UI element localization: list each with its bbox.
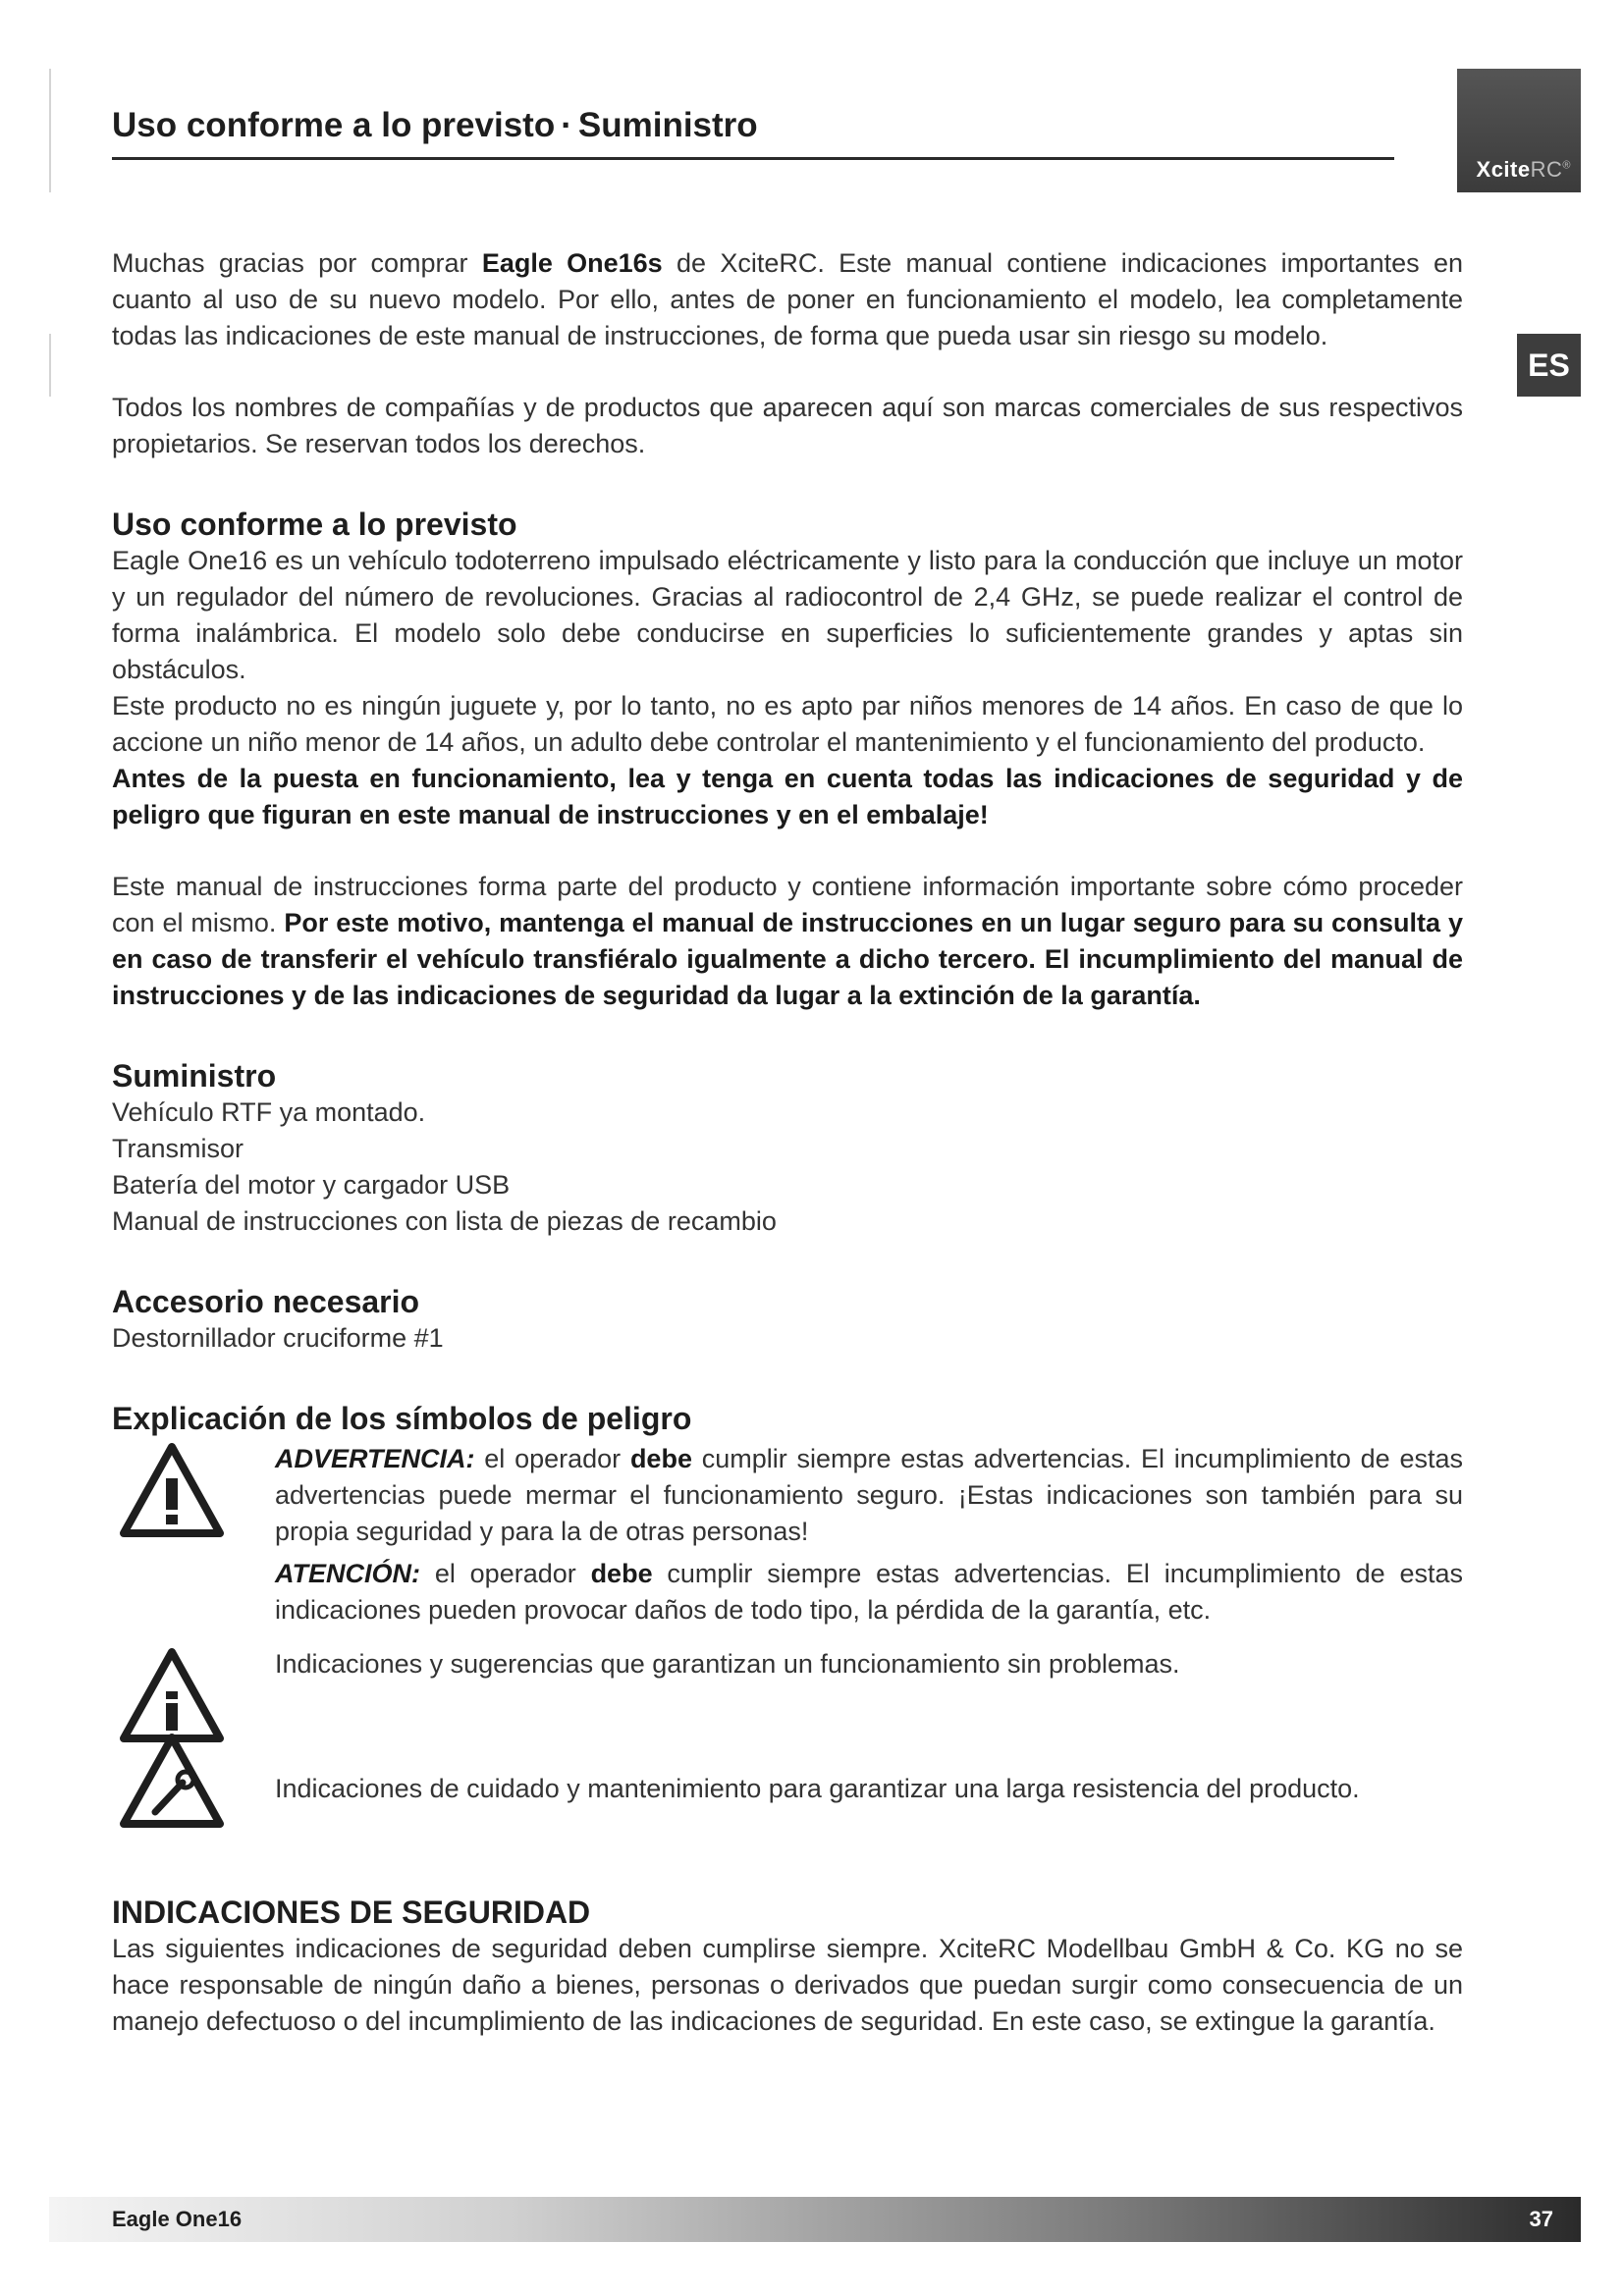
warning-text: el operador [474,1444,630,1473]
intro-text-cont: de XciteRC. Este manual contiene indicaciones importantes en cuanto al uso de su nuevo modelo. Por ello, antes de poner en funcionamiento el modelo, lea completamente todas las indicaciones de este manual de instrucciones, de forma que pueda usar sin riesgo su modelo. [112,248,1463,350]
warning-label: ADVERTENCIA: [275,1444,475,1473]
page-edge-line-mid [49,334,51,397]
main-content [112,245,1463,2040]
info-description: Indicaciones y sugerencias que garantizan un funcionamiento sin problemas. [275,1649,1180,1679]
brand-light: RC [1530,157,1563,182]
safety-paragraph: Las siguientes indicaciones de seguridad deben cumplirse siempre. XciteRC Modellbau GmbH & Co. KG no se hace responsable de ningún daño a bienes, personas o derivados que puedan surgir como consecuencia de un manejo defectuoso o del incumplimiento de las indicaciones de seguridad. En este caso, se extingue la garantía. [112,1934,1463,2036]
maintenance-description: Indicaciones de cuidado y mantenimiento para garantizar una larga resistencia del producto. [275,1774,1360,1803]
footer-bar [49,2197,1581,2242]
intended-use-heading: Uso conforme a lo previsto [112,507,517,542]
page-edge-line-top [49,69,51,192]
caution-text: el operador [420,1559,591,1588]
manual-paragraph [112,869,1463,1014]
brand-bold: Xcite [1476,157,1531,182]
warning-must: debe [629,1444,692,1473]
supply-item: Vehículo RTF ya montado. [112,1097,426,1127]
page-title-part2: Suministro [577,106,758,144]
supply-heading: Suministro [112,1058,277,1094]
footer-product-name: Eagle One16 [112,2207,243,2231]
page-number: 37 [1529,2207,1553,2231]
intended-use-warning: Antes de la puesta en funcionamiento, lea y tenga en cuenta todas las indicaciones de seguridad y de peligro que figuran en este manual de instrucciones y en el embalaje! [112,764,1463,829]
brand-registered-mark: ® [1562,159,1571,172]
caution-must: debe [590,1559,653,1588]
manual-text: Este manual de instrucciones forma parte del producto y contiene información importante sobre cómo proceder con el mismo. [112,872,1463,937]
supply-item: Manual de instrucciones con lista de piezas de recambio [112,1206,777,1236]
safety-heading: INDICACIONES DE SEGURIDAD [112,1895,591,1930]
caution-label: ATENCIÓN: [275,1559,420,1588]
maintenance-wrench-icon [118,1732,228,1835]
accessory-heading: Accesorio necesario [112,1284,420,1319]
manual-text-bold: Por este motivo, mantenga el manual de instrucciones en un lugar seguro para su consulta y en caso de transferir el vehículo transfiéralo igualmente a dicho tercero. El incumplimiento del manual de instrucciones y de las indicaciones de seguridad da lugar a la extinción de la garantía. [112,908,1463,1010]
intro-text: Muchas gracias por comprar [112,248,482,278]
warning-exclamation-icon [118,1441,228,1544]
accessory-item: Destornillador cruciforme #1 [112,1323,444,1353]
intro-paragraph-1 [112,245,1463,354]
language-tab: ES [1517,334,1581,397]
symbols-heading: Explicación de los símbolos de peligro [112,1401,692,1436]
caution-text-cont: cumplir siempre estas advertencias. El incumplimiento de estas indicaciones pueden provocar daños de todo tipo, la pérdida de la garantía, etc. [275,1559,1463,1625]
brand-logo [1457,69,1581,192]
intended-use-paragraph-2: Este producto no es ningún juguete y, por lo tanto, no es apto par niños menores de 14 años. En caso de que lo accione un niño menor de 14 años, un adulto debe controlar el mantenimiento y el funcionamiento del producto. [112,691,1463,757]
product-name: Eagle One16s [481,248,663,278]
symbol-warning-row [112,1441,1463,1629]
warning-text-cont: cumplir siempre estas advertencias. El incumplimiento de estas advertencias puede mermar el funcionamiento seguro. ¡Estas indicaciones son también para su propia seguridad y para la de otras personas! [275,1444,1463,1546]
warning-description [275,1441,1463,1550]
header-rule [112,157,1394,160]
intended-use-paragraph-1: Eagle One16 es un vehículo todoterreno impulsado eléctricamente y listo para la conducción que incluye un motor y un regulador del número de revoluciones. Gracias al radiocontrol de 2,4 GHz, se puede realizar el control de forma inalámbrica. El modelo solo debe conducirse en superficies lo suficientemente grandes y aptas sin obstáculos. [112,546,1463,684]
page-title-separator: · [561,106,572,144]
brand-wordmark [1477,157,1571,183]
supply-item: Batería del motor y cargador USB [112,1170,511,1200]
supply-item: Transmisor [112,1134,244,1163]
symbol-maintenance-row [112,1732,1463,1835]
intro-paragraph-2: Todos los nombres de compañías y de productos que aparecen aquí son marcas comerciales de sus respectivos propietarios. Se reservan todos los derechos. [112,393,1463,458]
page-title [112,106,758,145]
page-title-part1: Uso conforme a lo previsto [112,106,556,144]
caution-description [275,1556,1463,1629]
